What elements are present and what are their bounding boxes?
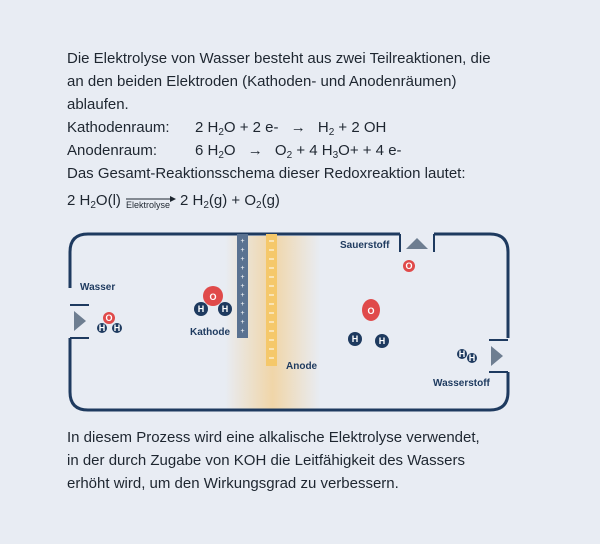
cathode-eq-part: + 2 OH (334, 119, 387, 136)
atom-label: H (458, 349, 466, 359)
cathode-eq-sub: 2 (328, 127, 335, 138)
reaction-arrow: → (290, 119, 306, 136)
cathode-eq-sub: 2 (218, 127, 224, 138)
atom-label: O (405, 261, 413, 271)
outro-line-2: in der durch Zugabe von KOH die Leitfähigkeit des Wassers (67, 452, 465, 469)
anode-electrode (266, 234, 277, 366)
cathode-sign: + (240, 283, 245, 290)
anode-eq-part: O (223, 142, 236, 159)
atom-label: O (209, 292, 217, 302)
anode-eq-part: O (274, 142, 287, 159)
anode-label: Anodenraum: (67, 142, 158, 159)
atom-label: H (221, 304, 229, 314)
cathode-sign: + (240, 328, 245, 335)
oxygen-label: Sauerstoff (340, 240, 390, 251)
atom-label: H (98, 323, 106, 333)
anode-label: Anode (286, 361, 318, 372)
atom-label: H (197, 304, 205, 314)
atom-label: H (113, 323, 121, 333)
overall-sub: 2 (256, 200, 262, 211)
cathode-sign: + (240, 238, 245, 245)
atom-label: O (367, 306, 375, 316)
anode-eq-part: O+ + 4 e- (338, 142, 402, 159)
anode-eq-sub: 2 (286, 150, 293, 161)
frame-top-right (434, 234, 508, 338)
oxygen-outlet-arrow-icon (406, 238, 428, 249)
cathode-sign: + (240, 292, 245, 299)
water-label: Wasser (80, 282, 116, 293)
water-inlet-arrow-icon (74, 311, 86, 331)
cathode-eq-part: 2 H (195, 119, 219, 136)
cathode-sign: + (240, 301, 245, 308)
overall-part: 2 H (67, 192, 91, 209)
intro-line-1: Die Elektrolyse von Wasser besteht aus zwei Teilreaktionen, die (67, 50, 491, 67)
hydrogen-label: Wasserstoff (433, 378, 490, 389)
cathode-sign: + (240, 319, 245, 326)
overall-part: 2 H (180, 192, 204, 209)
cathode-eq-part: O + 2 e- (223, 119, 279, 136)
overall-sub: 2 (203, 200, 209, 211)
hydrogen-outlet-arrow-icon (491, 346, 503, 366)
atom-label: O (105, 313, 113, 323)
intro-line-2: an den beiden Elektroden (Kathoden- und Anodenräumen) (67, 73, 457, 90)
intro-line-3: ablaufen. (67, 96, 129, 113)
cathode-label: Kathode (190, 327, 230, 338)
cathode-sign: + (240, 310, 245, 317)
cathode-label: Kathodenraum: (67, 119, 170, 136)
cathode-signs (240, 238, 244, 335)
outro-line-3: erhöht wird, um den Wirkungsgrad zu verbessern. (67, 475, 399, 492)
overall-sub: 2 (90, 200, 96, 211)
overall-part: O(l) (95, 192, 121, 209)
overall-part: (g) + O (208, 192, 257, 209)
atom-label: H (351, 334, 359, 344)
atom-label: H (378, 336, 386, 346)
cathode-sign: + (240, 247, 245, 254)
anode-eq-part: 6 H (195, 142, 219, 159)
anode-eq-sub: 3 (332, 150, 339, 161)
outro-line-1: In diesem Prozess wird eine alkalische Elektrolyse verwendet, (67, 429, 480, 446)
cathode-eq-part: H (317, 119, 329, 136)
anode-eq-part: + 4 H (292, 142, 333, 159)
atom-label: H (468, 353, 476, 363)
cathode-sign: + (240, 274, 245, 281)
summary-line: Das Gesamt-Reaktionsschema dieser Redoxreaktion lautet: (67, 165, 466, 182)
electrolysis-label: Elektrolyse (126, 200, 171, 210)
anode-eq-sub: 2 (218, 150, 224, 161)
overall-part: (g) (261, 192, 280, 209)
cathode-sign: + (240, 256, 245, 263)
reaction-arrow: → (247, 142, 263, 159)
cathode-sign: + (240, 265, 245, 272)
